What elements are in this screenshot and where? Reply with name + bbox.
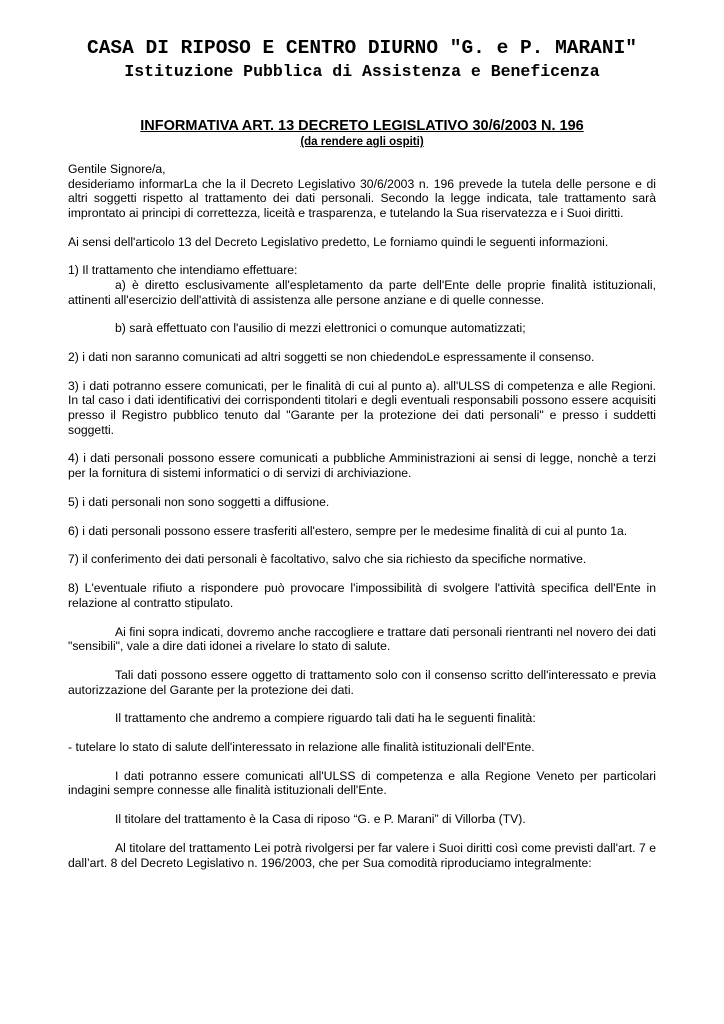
point-2: 2) i dati non saranno comunicati ad altri soggetti se non chiedendoLe espressamente il consenso. <box>68 350 595 365</box>
purpose-paragraph: Il trattamento che andremo a compiere riguardo tali dati ha le seguenti finalità: <box>115 711 536 726</box>
point-1-a: a) è diretto esclusivamente all'espletamento da parte dell'Ente delle proprie finalità istituzionali, attinenti all'esercizio dell'attività di assistenza alle persone anziane e di quelle connesse. <box>68 277 656 307</box>
purpose-item: - tutelare lo stato di salute dell'interessato in relazione alle finalità istituzionali dell'Ente. <box>68 740 535 755</box>
document-body <box>68 162 656 884</box>
institution-name: CASA DI RIPOSO E CENTRO DIURNO "G. e P. MARANI" <box>87 37 637 59</box>
institution-subtitle: Istituzione Pubblica di Assistenza e Beneficenza <box>124 62 600 81</box>
point-6: 6) i dati personali possono essere trasferiti all'estero, sempre per le medesime finalità di cui al punto 1a. <box>68 523 628 538</box>
point-1-heading: 1) Il trattamento che intendiamo effettuare: <box>68 263 298 278</box>
communication-paragraph: I dati potranno essere comunicati all'ULSS di competenza e alla Regione Veneto per particolari indagini sempre connesse alle finalità istituzionali dell'Ente. <box>68 768 656 798</box>
point-7: 7) il conferimento dei dati personali è facoltativo, salvo che sia richiesto da specifiche normative. <box>68 552 587 567</box>
intro-paragraph-2: Ai sensi dell'articolo 13 del Decreto Legislativo predetto, Le forniamo quindi le seguenti informazioni. <box>68 234 609 249</box>
data-controller-paragraph: Il titolare del trattamento è la Casa di riposo “G. e P. Marani” di Villorba (TV). <box>115 812 526 827</box>
salutation: Gentile Signore/a, <box>68 162 166 176</box>
point-1-b: b) sarà effettuato con l'ausilio di mezzi elettronici o comunque automatizzati; <box>115 321 526 336</box>
point-8: 8) L'eventuale rifiuto a rispondere può provocare l'impossibilità di svolgere l'attività specifica dell'Ente in relazione al contratto stipulato. <box>68 581 656 610</box>
point-5: 5) i dati personali non sono soggetti a diffusione. <box>68 494 330 509</box>
document-subtitle: (da rendere agli ospiti) <box>300 136 424 148</box>
rights-paragraph: Al titolare del trattamento Lei potrà rivolgersi per far valere i Suoi diritti così come previsti dall'art. 7 e dall’art. 8 del Decreto Legislativo n. 196/2003, che per Sua comodità riproduciamo integralmente: <box>68 841 656 870</box>
document-title: INFORMATIVA ART. 13 DECRETO LEGISLATIVO 30/6/2003 N. 196 <box>140 118 584 134</box>
point-3: 3) i dati potranno essere comunicati, per le finalità di cui al punto a). all'ULSS di competenza e alle Regioni. In tal caso i dati identificativi dei corrispondenti titolari e degli eventuali responsabili possono essere acquisiti presso il Registro pubblico tenuto dal "Garante per la protezione dei dati personali" e presso i suddetti soggetti. <box>68 378 656 437</box>
consent-paragraph: Tali dati possono essere oggetto di trattamento solo con il consenso scritto dell'interessato e previa autorizzazione del Garante per la protezione dei dati. <box>68 667 656 697</box>
sensitive-data-paragraph: Ai fini sopra indicati, dovremo anche raccogliere e trattare dati personali rientranti nel novero dei dati "sensibili", vale a dire dati idonei a rivelare lo stato di salute. <box>68 624 656 654</box>
intro-paragraph: desideriamo informarLa che la il Decreto Legislativo 30/6/2003 n. 196 prevede la tutela delle persone e di altri soggetti rispetto al trattamento dei dati personali. Secondo la legge indicata, tale trattamento sarà improntato ai principi di correttezza, liceità e trasparenza, e tutelando la Sua riservatezza e i Suoi diritti. <box>68 176 656 220</box>
point-4: 4) i dati personali possono essere comunicati a pubbliche Amministrazioni ai sensi di legge, nonchè a terzi per la fornitura di sistemi informatici o di servizi di archiviazione. <box>68 451 656 481</box>
